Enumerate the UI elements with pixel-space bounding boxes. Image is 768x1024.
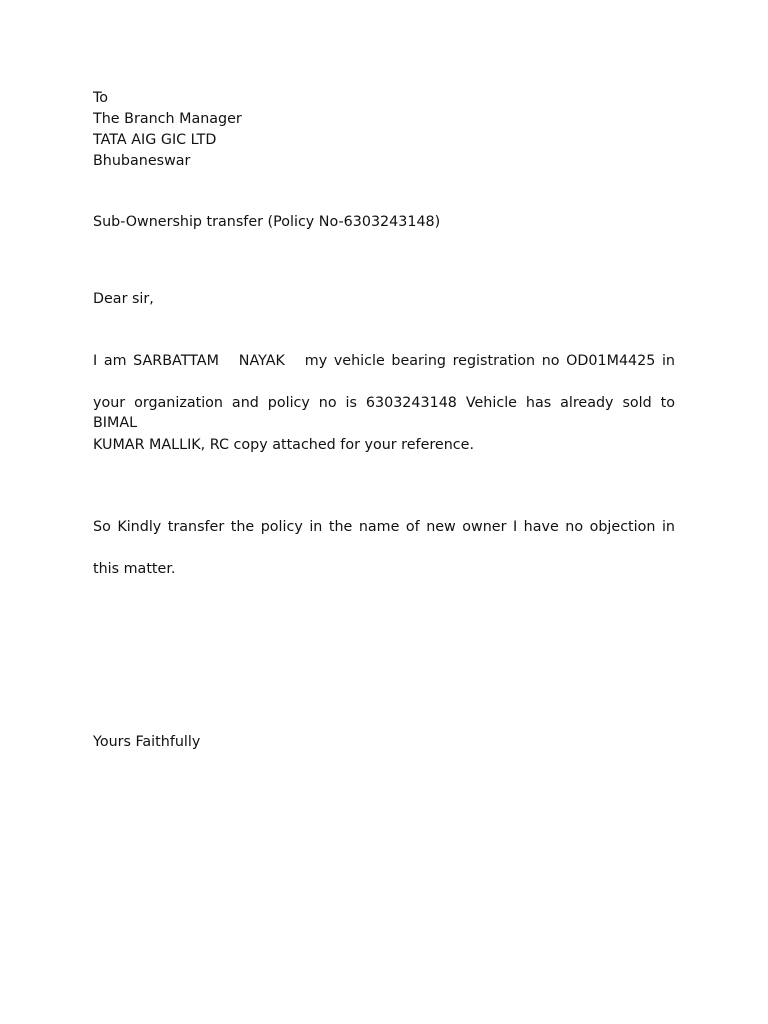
paragraph-2-line-2: this matter.	[93, 561, 176, 577]
address-to: To	[93, 90, 109, 106]
paragraph-1-line-1: I am SARBATTAM NAYAK my vehicle bearing registration no OD01M4425 in	[93, 353, 675, 369]
address-company: TATA AIG GIC LTD	[93, 132, 217, 148]
closing: Yours Faithfully	[93, 734, 201, 750]
paragraph-1-line-3: KUMAR MALLIK, RC copy attached for your reference.	[93, 437, 474, 453]
paragraph-2-line-1: So Kindly transfer the policy in the name of new owner I have no objection in	[93, 519, 675, 535]
address-city: Bhubaneswar	[93, 153, 191, 169]
paragraph-1-line-2: your organization and policy no is 6303243148 Vehicle has already sold to BIMAL	[93, 395, 680, 431]
salutation: Dear sir,	[93, 291, 154, 307]
subject-line: Sub-Ownership transfer (Policy No-6303243148)	[93, 214, 441, 230]
address-recipient: The Branch Manager	[93, 111, 242, 127]
